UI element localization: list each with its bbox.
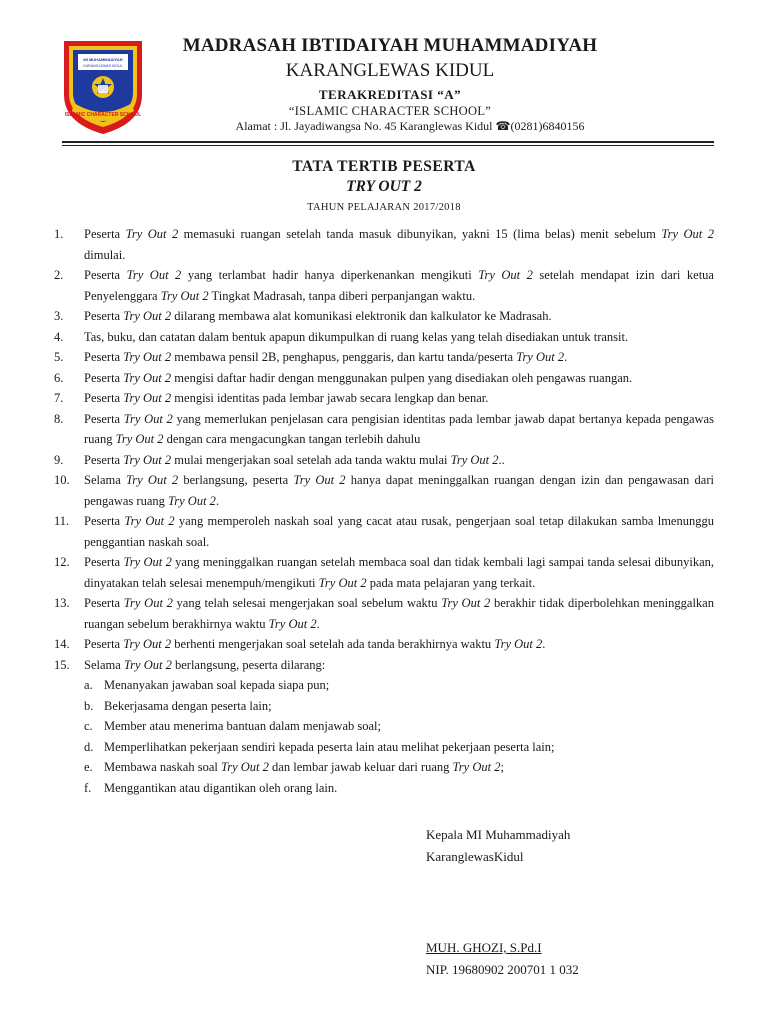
rule-number: 12. bbox=[54, 555, 70, 569]
sub-rule-item bbox=[84, 757, 714, 778]
rule-text-segment: Peserta bbox=[84, 411, 124, 426]
signature-position: Kepala MI Muhammadiyah bbox=[426, 827, 571, 842]
sub-rule-letter: b. bbox=[84, 698, 94, 713]
event-name: Try Out 2 bbox=[168, 493, 216, 508]
rule-item bbox=[54, 634, 714, 655]
rule-text-segment: mulai mengerjakan soal setelah ada tanda waktu mulai bbox=[171, 452, 451, 467]
sub-rule-text bbox=[104, 737, 714, 758]
sub-rule-letter: d. bbox=[84, 739, 94, 754]
rule-text bbox=[84, 388, 714, 409]
rule-text-segment: Tingkat Madrasah, tanpa diberi perpanjangan waktu. bbox=[208, 288, 476, 303]
phone-number: (0281)6840156 bbox=[510, 119, 585, 133]
event-name: Try Out 2 bbox=[478, 268, 533, 282]
address-line bbox=[180, 118, 640, 134]
event-name: Try Out 2 bbox=[516, 350, 565, 364]
event-name: Try Out 2 bbox=[124, 514, 175, 528]
event-name: Try Out 2 bbox=[123, 350, 172, 364]
sub-rule-item bbox=[84, 675, 714, 696]
event-name: Try Out 2 bbox=[441, 596, 491, 610]
rule-item bbox=[54, 224, 714, 265]
rule-text-segment: dilarang membawa alat komunikasi elektronik dan kalkulator ke Madrasah. bbox=[171, 309, 552, 323]
rule-number: 15. bbox=[54, 657, 70, 672]
event-name: Try Out 2 bbox=[123, 309, 172, 323]
sub-rule-item bbox=[84, 778, 714, 799]
event-name: Try Out 2 bbox=[123, 637, 172, 651]
rule-item bbox=[54, 368, 714, 389]
rule-item bbox=[54, 552, 714, 593]
rule-text-segment: mengisi daftar hadir dengan menggunakan pulpen yang disediakan oleh pengawas ruangan. bbox=[171, 370, 633, 385]
rule-text-segment: Peserta bbox=[84, 268, 127, 282]
rule-text-segment: Peserta bbox=[84, 370, 124, 385]
rule-text-segment: Peserta bbox=[84, 555, 124, 569]
event-name: Try Out 2 bbox=[126, 268, 182, 282]
rule-number: 14. bbox=[54, 637, 70, 651]
event-name: Try Out 2 bbox=[123, 657, 172, 672]
rule-text-segment: mengisi identitas pada lembar jawab secara lengkap dan benar. bbox=[171, 391, 489, 405]
signature-name-block bbox=[426, 937, 686, 981]
rule-text-segment: memasuki ruangan setelah tanda masuk dibunyikan, yakni 15 (lima belas) menit sebelum bbox=[178, 227, 662, 241]
event-name: Try Out 2 bbox=[123, 391, 172, 405]
signatory-name: MUH. GHOZI, S.Pd.I bbox=[426, 940, 542, 955]
rule-number: 6. bbox=[54, 370, 64, 385]
sub-rule-letter: a. bbox=[84, 678, 93, 692]
event-name: Try Out 2 bbox=[123, 555, 172, 569]
rule-text-segment: setelah mendapat izin dari ketua Penyelenggara bbox=[84, 268, 714, 303]
rule-number: 8. bbox=[54, 411, 64, 426]
rule-number: 10. bbox=[54, 473, 70, 487]
rule-text-segment: yang memerlukan penjelasan cara pengisian identitas pada lembar jawab dapat bertanya kepada pengawas ruang bbox=[84, 411, 714, 446]
rule-text-segment: berlangsung, peserta dilarang: bbox=[171, 657, 326, 672]
rule-item bbox=[54, 655, 714, 676]
rule-text-segment: Peserta bbox=[84, 227, 126, 241]
event-name: Try Out 2 bbox=[123, 411, 173, 426]
sub-rule-text bbox=[104, 757, 714, 778]
school-year: TAHUN PELAJARAN 2017/2018 bbox=[307, 202, 461, 213]
rule-text bbox=[84, 655, 714, 676]
event-name: Try Out 2 bbox=[494, 637, 543, 651]
rule-item bbox=[54, 511, 714, 552]
sub-rules-list bbox=[84, 675, 714, 798]
signature-block bbox=[426, 824, 686, 868]
rule-text-segment: Memperlihatkan pekerjaan sendiri kepada peserta lain atau melihat pekerjaan peserta lain; bbox=[104, 739, 555, 754]
sub-rule-letter: e. bbox=[84, 760, 93, 774]
rule-text bbox=[84, 511, 714, 552]
rule-number: 9. bbox=[54, 452, 64, 467]
title-block bbox=[0, 157, 768, 216]
rule-text-segment: yang meninggalkan ruangan setelah membaca soal dan tidak kembali lagi sampai tanda selesai dibunyikan, dinyatakan telah selesai menempuh/mengikuti bbox=[84, 555, 714, 590]
rule-text bbox=[84, 634, 714, 655]
event-name: Try Out 2 bbox=[126, 473, 179, 487]
rule-text-segment: hanya dapat meninggalkan ruangan dengan izin dan pengawasan dari pengawas ruang bbox=[84, 473, 714, 508]
rule-text bbox=[84, 347, 714, 368]
rule-item bbox=[54, 347, 714, 368]
signatory-nip: NIP. 19680902 200701 1 032 bbox=[426, 962, 579, 977]
event-name: Try Out 2 bbox=[115, 432, 164, 446]
event-name: Try Out 2 bbox=[123, 596, 173, 610]
rule-text-segment: Selama bbox=[84, 657, 124, 672]
sub-rule-text bbox=[104, 696, 714, 717]
sub-rule-item bbox=[84, 737, 714, 758]
event-name: Try Out 2 bbox=[160, 288, 209, 303]
rule-number: 5. bbox=[54, 350, 64, 364]
rule-text-segment: .. bbox=[498, 452, 505, 467]
rule-number: 3. bbox=[54, 309, 64, 323]
rule-item bbox=[54, 388, 714, 409]
rule-number: 13. bbox=[54, 596, 70, 610]
event-name: Try Out 2 bbox=[450, 452, 499, 467]
rule-text-segment: dimulai. bbox=[84, 247, 126, 262]
rule-text-segment: ; bbox=[500, 760, 504, 774]
logo-top-text: MI MUHAMMADIYAH bbox=[83, 57, 123, 62]
rule-text-segment: Peserta bbox=[84, 309, 124, 323]
sub-rule-item bbox=[84, 696, 714, 717]
rule-text-segment: dengan cara mengacungkan tangan terlebih dahulu bbox=[163, 432, 421, 446]
event-name: Try Out 2 bbox=[293, 473, 346, 487]
sub-rule-letter: f. bbox=[84, 780, 92, 795]
school-place: KARANGLEWAS KIDUL bbox=[285, 60, 495, 81]
sub-rule-text bbox=[104, 778, 714, 799]
sub-rule-item bbox=[84, 716, 714, 737]
event-name: Try Out 2 bbox=[123, 452, 172, 467]
rule-text bbox=[84, 368, 714, 389]
rule-item bbox=[54, 306, 714, 327]
rule-text-segment: . bbox=[564, 350, 568, 364]
rule-text bbox=[84, 593, 714, 634]
event-name: Try Out 2 bbox=[220, 760, 269, 774]
rule-text-segment: . bbox=[316, 616, 320, 631]
address: Alamat : Jl. Jayadiwangsa No. 45 Karanglewas Kidul bbox=[235, 119, 493, 133]
rule-text-segment: dan lembar jawab keluar dari ruang bbox=[268, 760, 453, 774]
event-name: Try Out 2 bbox=[125, 227, 179, 241]
rule-text-segment: Peserta bbox=[84, 514, 125, 528]
rule-text-segment: Peserta bbox=[84, 391, 124, 405]
school-crest-icon bbox=[60, 37, 146, 137]
sub-rule-text bbox=[104, 716, 714, 737]
rule-text-segment: Peserta bbox=[84, 350, 124, 364]
document-title: TATA TERTIB PESERTA bbox=[292, 158, 476, 175]
event-name: Try Out 2 bbox=[318, 575, 367, 590]
rule-number: 11. bbox=[54, 514, 70, 528]
rule-text bbox=[84, 450, 714, 471]
sub-rule-letter: c. bbox=[84, 719, 93, 733]
rule-text-segment: yang memperoleh naskah soal yang cacat atau rusak, pengerjaan soal tetap dilakukan samba lmenunggu penggantian naskah soal. bbox=[84, 514, 714, 549]
rule-item bbox=[54, 593, 714, 634]
rule-text bbox=[84, 552, 714, 593]
rule-text-segment: Tas, buku, dan catatan dalam bentuk apapun dikumpulkan di ruang kelas yang telah disediakan untuk transit. bbox=[84, 329, 629, 344]
rule-text-segment: Menanyakan jawaban soal kepada siapa pun; bbox=[104, 678, 330, 692]
rule-text-segment: Member atau menerima bantuan dalam menjawab soal; bbox=[104, 719, 381, 733]
rule-text-segment: membawa pensil 2B, penghapus, penggaris, dan kartu tanda/peserta bbox=[171, 350, 517, 364]
rule-text-segment: . bbox=[542, 637, 546, 651]
rule-item bbox=[54, 265, 714, 306]
rule-text-segment: Membawa naskah soal bbox=[104, 760, 221, 774]
rule-item bbox=[54, 450, 714, 471]
logo-banner-text: ISLAMIC CHARACTER SCHOOL bbox=[64, 112, 142, 118]
rule-text-segment: berlangsung, peserta bbox=[178, 473, 294, 487]
event-name: Try Out 2 bbox=[452, 760, 501, 774]
rule-text-segment: Peserta bbox=[84, 596, 124, 610]
school-name: MADRASAH IBTIDAIYAH MUHAMMADIYAH bbox=[182, 35, 598, 56]
divider-thin bbox=[62, 145, 714, 146]
event-name: Try Out 2 bbox=[268, 616, 317, 631]
motto: “ISLAMIC CHARACTER SCHOOL” bbox=[288, 104, 492, 118]
rule-number: 2. bbox=[54, 268, 64, 282]
signature-place: KaranglewasKidul bbox=[426, 849, 524, 864]
rule-text-segment: berhenti mengerjakan soal setelah ada tanda berakhirnya waktu bbox=[171, 637, 495, 651]
rule-item bbox=[54, 409, 714, 450]
rule-text bbox=[84, 265, 714, 306]
rule-text-segment: Selama bbox=[84, 473, 127, 487]
rule-text-segment: yang telah selesai mengerjakan soal sebelum waktu bbox=[172, 596, 442, 610]
event-name: Try Out 2 bbox=[661, 227, 714, 241]
document-subtitle: TRY OUT 2 bbox=[346, 178, 422, 195]
rule-text-segment: Peserta bbox=[84, 637, 124, 651]
rule-text bbox=[84, 470, 714, 511]
rule-text-segment: yang terlambat hadir hanya diperkenankan mengikuti bbox=[181, 268, 479, 282]
rule-item bbox=[54, 470, 714, 511]
phone-icon: ☎ bbox=[495, 119, 511, 133]
sub-rule-text bbox=[104, 675, 714, 696]
divider-thick bbox=[62, 141, 714, 143]
rule-text-segment: Peserta bbox=[84, 452, 124, 467]
rule-text bbox=[84, 224, 714, 265]
rule-text-segment: . bbox=[215, 493, 220, 508]
rule-text-segment: berakhir tidak diperbolehkan meninggalkan ruangan sebelum berakhirnya waktu bbox=[84, 596, 714, 631]
rule-text bbox=[84, 306, 714, 327]
rule-text bbox=[84, 409, 714, 450]
event-name: Try Out 2 bbox=[123, 370, 172, 385]
rule-number: 4. bbox=[54, 329, 64, 344]
rules-list bbox=[54, 224, 714, 798]
rule-number: 7. bbox=[54, 391, 64, 405]
rule-text-segment: Menggantikan atau digantikan oleh orang lain. bbox=[104, 780, 338, 795]
rule-text-segment: Bekerjasama dengan peserta lain; bbox=[104, 698, 272, 713]
rule-text bbox=[84, 327, 714, 348]
rule-item bbox=[54, 327, 714, 348]
rule-number: 1. bbox=[54, 227, 64, 241]
accreditation: TERAKREDITASI “A” bbox=[318, 87, 462, 102]
rule-text-segment: pada mata pelajaran yang terkait. bbox=[366, 575, 536, 590]
letterhead bbox=[160, 34, 620, 119]
svg-text:KARANGLEWAS KIDUL: KARANGLEWAS KIDUL bbox=[83, 64, 123, 68]
